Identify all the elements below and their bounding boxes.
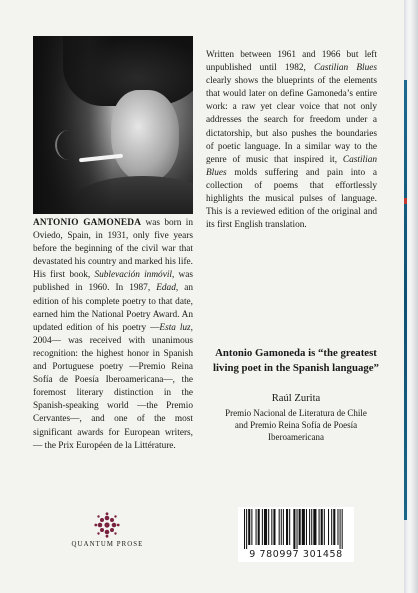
italic-title: Castilian Blues	[206, 154, 377, 178]
barcode-bar	[286, 509, 288, 545]
barcode-bar	[324, 509, 325, 545]
barcode-bar	[256, 509, 257, 545]
barcode-bar	[258, 509, 260, 545]
barcode-bar	[264, 509, 267, 545]
barcode-bar	[251, 509, 252, 545]
italic-title: Esta luz	[159, 322, 191, 333]
barcode-bar	[299, 509, 301, 545]
barcode-bar	[244, 509, 245, 549]
isbn-number: 9 780997 301458	[249, 549, 343, 560]
author-photo	[33, 36, 193, 214]
barcode-bars	[244, 509, 348, 549]
barcode-bar	[279, 509, 280, 545]
barcode-bar	[293, 509, 295, 549]
author-bio	[33, 217, 193, 453]
barcode-bar	[248, 509, 250, 545]
rosette-flower-icon	[94, 512, 120, 538]
barcode-bar	[321, 509, 323, 545]
italic-title: Edad	[156, 283, 176, 294]
barcode-bar	[297, 509, 298, 549]
barcode-bar	[313, 509, 316, 545]
barcode-bar	[246, 509, 247, 549]
barcode-bar	[340, 509, 341, 549]
author-bio-text: was born in Oviedo, Spain, in 1931, only five years before the beginning of the civil war that devastated his country and marked his life. His first book, Sublevación inmóvil, was published in 1960. In 1987, Edad, an edition of his complete poetry to that date, earned him the National Poetry Award. An updated edition of his poetry —Esta luz, 2004— was received with unanimous recognition: the highest honor in Spanish and Portuguese poetry —Premio Reina Sofía de Poesía Iberoamericana—, the foremost literary distinction in the Spanish-speaking world —the Premio Cervantes—, and one of the most significant awards for European writers, — the Prix Européen de la Littérature.	[33, 218, 193, 451]
barcode-bar	[328, 509, 329, 545]
barcode-bar	[289, 509, 290, 545]
author-name: ANTONIO GAMONEDA	[33, 218, 142, 228]
barcode-bar	[309, 509, 310, 545]
blurb-quote: Antonio Gamoneda is “the greatest living poet in the Spanish language”	[213, 347, 379, 374]
isbn-barcode	[238, 507, 354, 562]
barcode-bar	[283, 509, 284, 545]
barcode-bar	[262, 509, 263, 545]
barcode-bar	[306, 509, 307, 545]
barcode-bar	[331, 509, 332, 545]
barcode-bar	[342, 509, 343, 549]
spine-color-strip	[404, 80, 407, 520]
blurb-attribution-name: Raúl Zurita	[271, 393, 321, 404]
italic-title: Castilian Blues	[314, 63, 378, 74]
barcode-bar	[271, 509, 272, 545]
italic-title: Sublevación inmóvil	[94, 270, 172, 281]
barcode-bar	[273, 509, 275, 545]
barcode-bar	[311, 509, 312, 545]
barcode-bar	[333, 509, 335, 545]
barcode-bar	[268, 509, 269, 545]
book-synopsis: Written between 1961 and 1966 but left unpublished until 1982, Castilian Blues clearly shows the blueprints of the elements that would later on define Gamoneda’s entire work: a raw yet clear voice that not only addresses the search for freedom under a dictatorship, but also pushes the boundaries of poetic language. In a similar way to the genre of music that inspired it, Castilian Blues molds suffering and pain into a collection of poems that effortlessly highlights the musical pulses of language. This is a reviewed edition of the original and its first English translation.	[206, 50, 378, 231]
spine-edge	[404, 0, 418, 593]
barcode-bar	[337, 509, 338, 545]
spine-red-mark	[404, 198, 407, 204]
barcode-bar	[302, 509, 305, 545]
barcode-bar	[281, 509, 282, 545]
publisher-name: QUANTUM PROSE	[71, 541, 144, 548]
blurb-attribution-affiliation: Premio Nacional de Literatura de Chile and Premio Reina Sofía de Poesía Iberoamericana	[225, 408, 367, 443]
barcode-bar	[319, 509, 320, 545]
